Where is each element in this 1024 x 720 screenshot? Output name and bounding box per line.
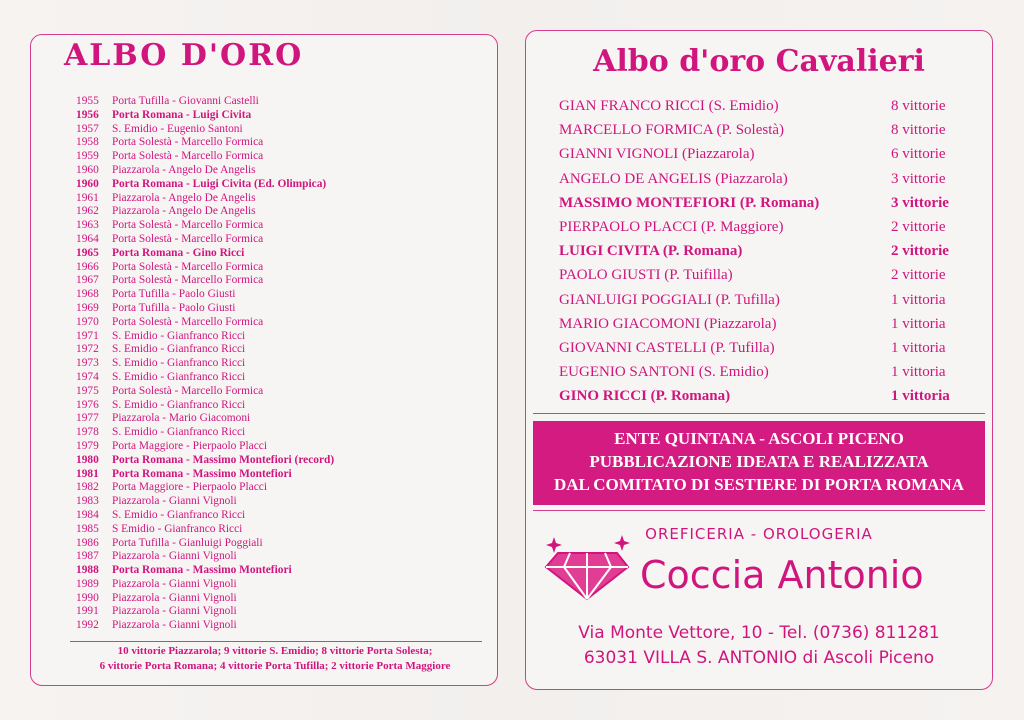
rider-name: MASSIMO MONTEFIORI (P. Romana) (559, 194, 820, 211)
winner-year: 1987 (76, 550, 99, 563)
summary-line-2: 6 vittorie Porta Romana; 4 vittorie Porta Tufilla; 2 vittorie Porta Maggiore (99, 660, 451, 672)
winners-list (76, 95, 476, 633)
winner-text: Porta Romana - Luigi Civita (Ed. Olimpica) (112, 177, 327, 190)
winner-row (76, 288, 476, 302)
winner-year: 1956 (76, 108, 99, 121)
winner-row (76, 537, 476, 551)
banner-top-divider (533, 413, 985, 414)
winner-text: Porta Solestà - Marcello Formica (112, 315, 264, 328)
winner-year: 1966 (76, 260, 99, 273)
rider-wins: 2 vittorie (891, 267, 946, 284)
rider-wins: 1 vittoria (891, 291, 946, 308)
winner-text: Porta Solestà - Marcello Formica (112, 232, 264, 245)
winner-row (76, 302, 476, 316)
winner-year: 1962 (76, 205, 99, 218)
cavalieri-title: Albo d'oro Cavalieri (593, 44, 925, 79)
winner-year: 1986 (76, 536, 99, 549)
rider-row (559, 96, 969, 120)
winner-year: 1969 (76, 301, 99, 314)
winner-text: Piazzarola - Gianni Vignoli (112, 550, 237, 563)
winner-year: 1989 (76, 577, 99, 590)
winner-row (76, 219, 476, 233)
rider-name: GIANLUIGI POGGIALI (P. Tufilla) (559, 291, 780, 308)
winner-year: 1984 (76, 508, 99, 521)
winner-text: Porta Tufilla - Gianluigi Poggiali (112, 536, 263, 549)
winner-row (76, 178, 476, 192)
winner-row (76, 564, 476, 578)
winner-text: Porta Solestà - Marcello Formica (112, 260, 264, 273)
banner-line-2: PUBBLICAZIONE IDEATA E REALIZZATA (589, 452, 929, 471)
winner-row (76, 95, 476, 109)
winner-year: 1982 (76, 481, 99, 494)
sponsor-address-line-1: Via Monte Vettore, 10 - Tel. (0736) 811281 (578, 623, 940, 643)
rider-name: PIERPAOLO PLACCI (P. Maggiore) (559, 218, 784, 235)
rider-wins: 3 vittorie (891, 170, 946, 187)
winner-row (76, 164, 476, 178)
sponsor-name: Coccia Antonio (640, 553, 924, 597)
winner-text: Piazzarola - Mario Giacomoni (112, 412, 251, 425)
rider-row (559, 217, 969, 241)
winner-text: Porta Romana - Massimo Montefiori (record) (112, 453, 335, 466)
rider-wins: 8 vittorie (891, 122, 946, 139)
winner-year: 1965 (76, 246, 99, 259)
winner-text: Piazzarola - Gianni Vignoli (112, 577, 237, 590)
winner-text: S. Emidio - Gianfranco Ricci (112, 398, 246, 411)
rider-row (559, 169, 969, 193)
winner-row (76, 592, 476, 606)
riders-list (559, 96, 969, 410)
rider-row (559, 144, 969, 168)
winner-year: 1955 (76, 95, 99, 107)
winner-year: 1960 (76, 177, 99, 190)
rider-row (559, 241, 969, 265)
winner-text: Porta Solestà - Marcello Formica (112, 150, 264, 163)
winner-row (76, 605, 476, 619)
winner-row (76, 412, 476, 426)
winner-year: 1957 (76, 122, 99, 135)
winner-row (76, 523, 476, 537)
albo-doro-title: ALBO D'ORO (64, 38, 304, 73)
winner-row (76, 343, 476, 357)
winner-year: 1990 (76, 591, 99, 604)
winner-row (76, 330, 476, 344)
winner-year: 1958 (76, 136, 99, 149)
winner-row (76, 495, 476, 509)
banner-line-3: DAL COMITATO DI SESTIERE DI PORTA ROMANA (554, 475, 964, 494)
rider-wins: 6 vittorie (891, 146, 946, 163)
rider-wins: 1 vittoria (891, 315, 946, 332)
winner-year: 1967 (76, 274, 99, 287)
rider-wins: 8 vittorie (891, 98, 946, 114)
rider-name: ANGELO DE ANGELIS (Piazzarola) (559, 170, 788, 187)
sponsor-address-line-2: 63031 VILLA S. ANTONIO di Ascoli Piceno (583, 648, 935, 668)
winner-row (76, 316, 476, 330)
banner-bottom-divider (533, 510, 985, 511)
rider-name: GIAN FRANCO RICCI (S. Emidio) (559, 98, 779, 114)
rider-name: PAOLO GIUSTI (P. Tuifilla) (559, 267, 733, 284)
winner-text: Porta Tufilla - Paolo Giusti (112, 301, 236, 314)
winner-row (76, 150, 476, 164)
winner-text: Piazzarola - Angelo De Angelis (112, 163, 256, 176)
winner-text: Piazzarola - Gianni Vignoli (112, 605, 237, 618)
winner-year: 1988 (76, 564, 99, 577)
winner-row (76, 233, 476, 247)
winner-text: S Emidio - Gianfranco Ricci (112, 522, 243, 535)
winner-row (76, 454, 476, 468)
winner-text: Porta Romana - Massimo Montefiori (112, 467, 292, 480)
winner-text: Porta Solestà - Marcello Formica (112, 219, 264, 232)
winner-year: 1959 (76, 150, 99, 163)
rider-row (559, 362, 969, 386)
winner-text: Porta Tufilla - Giovanni Castelli (112, 95, 259, 107)
winner-year: 1975 (76, 384, 99, 397)
rider-wins: 1 vittoria (891, 339, 946, 356)
rider-row (559, 314, 969, 338)
winner-year: 1992 (76, 619, 99, 632)
rider-row (559, 120, 969, 144)
rider-name: LUIGI CIVITA (P. Romana) (559, 243, 743, 260)
winner-row (76, 357, 476, 371)
winner-text: Porta Romana - Luigi Civita (112, 108, 252, 121)
winner-year: 1973 (76, 357, 99, 370)
winner-row (76, 426, 476, 440)
winner-text: S. Emidio - Gianfranco Ricci (112, 370, 246, 383)
winner-row (76, 578, 476, 592)
winner-year: 1978 (76, 426, 99, 439)
winner-year: 1991 (76, 605, 99, 618)
winner-year: 1968 (76, 288, 99, 301)
diamond-icon (540, 533, 635, 603)
rider-name: MARIO GIACOMONI (Piazzarola) (559, 315, 777, 332)
rider-name: GIANNI VIGNOLI (Piazzarola) (559, 146, 755, 163)
winner-text: S. Emidio - Gianfranco Ricci (112, 426, 246, 439)
publisher-banner (533, 421, 985, 505)
winner-text: S. Emidio - Gianfranco Ricci (112, 508, 246, 521)
winner-row (76, 123, 476, 137)
winner-year: 1976 (76, 398, 99, 411)
rider-row (559, 386, 969, 410)
rider-wins: 2 vittorie (891, 243, 949, 260)
winner-row (76, 205, 476, 219)
rider-wins: 1 vittoria (891, 388, 950, 405)
winner-text: Porta Solestà - Marcello Formica (112, 274, 264, 287)
winner-text: Piazzarola - Angelo De Angelis (112, 205, 256, 218)
summary-line-1: 10 vittorie Piazzarola; 9 vittorie S. Emidio; 8 vittorie Porta Solesta; (117, 645, 433, 657)
winner-row (76, 261, 476, 275)
winner-text: Porta Solestà - Marcello Formica (112, 384, 264, 397)
winner-year: 1960 (76, 163, 99, 176)
winner-year: 1979 (76, 439, 99, 452)
winner-text: Porta Maggiore - Pierpaolo Placci (112, 439, 267, 452)
winner-year: 1985 (76, 522, 99, 535)
winner-year: 1983 (76, 495, 99, 508)
winner-text: Piazzarola - Gianni Vignoli (112, 591, 237, 604)
winner-text: Piazzarola - Gianni Vignoli (112, 495, 237, 508)
winner-text: Porta Romana - Massimo Montefiori (112, 564, 292, 577)
winner-year: 1981 (76, 467, 99, 480)
winner-row (76, 550, 476, 564)
winner-row (76, 192, 476, 206)
rider-name: EUGENIO SANTONI (S. Emidio) (559, 364, 769, 381)
winner-year: 1974 (76, 370, 99, 383)
winner-text: S. Emidio - Gianfranco Ricci (112, 343, 246, 356)
winner-row (76, 619, 476, 633)
winner-text: Porta Maggiore - Pierpaolo Placci (112, 481, 267, 494)
winner-text: Piazzarola - Angelo De Angelis (112, 191, 256, 204)
rider-row (559, 193, 969, 217)
winner-text: S. Emidio - Gianfranco Ricci (112, 329, 246, 342)
winner-year: 1980 (76, 453, 99, 466)
winner-row (76, 385, 476, 399)
winner-row (76, 440, 476, 454)
winner-row (76, 509, 476, 523)
winner-row (76, 109, 476, 123)
winner-row (76, 371, 476, 385)
winner-year: 1977 (76, 412, 99, 425)
winner-year: 1961 (76, 191, 99, 204)
winner-text: Porta Tufilla - Paolo Giusti (112, 288, 236, 301)
rider-name: MARCELLO FORMICA (P. Solestà) (559, 122, 785, 139)
winner-row (76, 468, 476, 482)
rider-wins: 3 vittorie (891, 194, 949, 211)
winner-text: S. Emidio - Eugenio Santoni (112, 122, 243, 135)
summary-divider (70, 641, 482, 642)
rider-name: GINO RICCI (P. Romana) (559, 388, 731, 405)
winner-row (76, 481, 476, 495)
rider-row (559, 290, 969, 314)
rider-wins: 2 vittorie (891, 218, 946, 235)
winner-row (76, 399, 476, 413)
sponsor-subtitle: OREFICERIA - OROLOGERIA (645, 525, 873, 543)
winner-row (76, 274, 476, 288)
rider-name: GIOVANNI CASTELLI (P. Tufilla) (559, 339, 775, 356)
winner-year: 1970 (76, 315, 99, 328)
winner-text: Piazzarola - Gianni Vignoli (112, 619, 237, 632)
winner-text: S. Emidio - Gianfranco Ricci (112, 357, 246, 370)
rider-row (559, 265, 969, 289)
winner-year: 1964 (76, 232, 99, 245)
winner-text: Porta Solestà - Marcello Formica (112, 136, 264, 149)
rider-row (559, 338, 969, 362)
winner-year: 1972 (76, 343, 99, 356)
winner-text: Porta Romana - Gino Ricci (112, 246, 245, 259)
winner-year: 1971 (76, 329, 99, 342)
winner-row (76, 136, 476, 150)
winner-year: 1963 (76, 219, 99, 232)
winner-row (76, 247, 476, 261)
rider-wins: 1 vittoria (891, 364, 946, 381)
banner-line-1: ENTE QUINTANA - ASCOLI PICENO (614, 429, 904, 448)
